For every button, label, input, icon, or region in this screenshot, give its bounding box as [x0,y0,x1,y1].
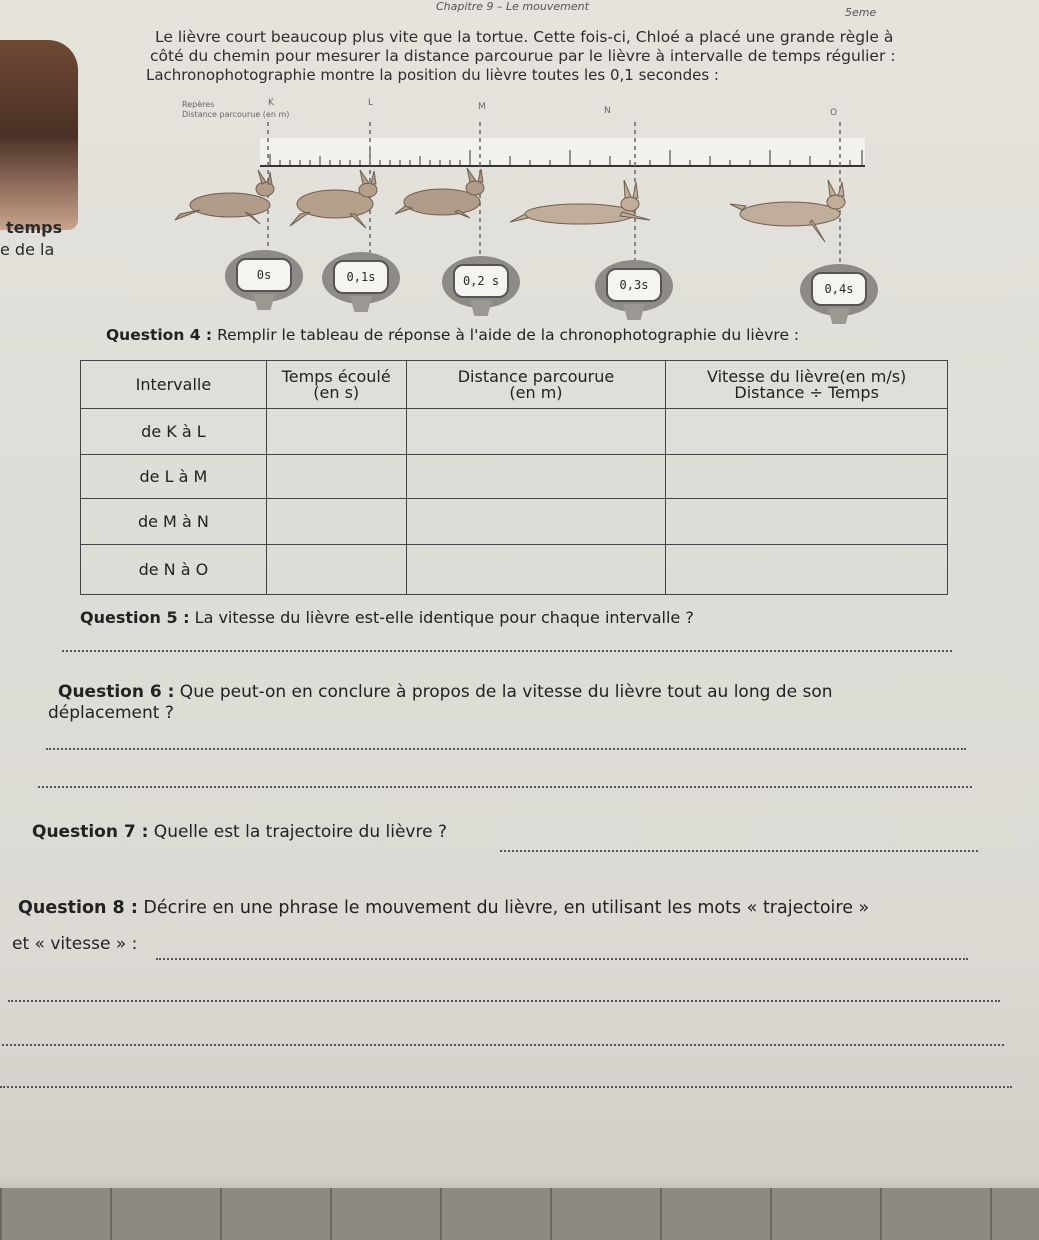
distance-cell[interactable] [406,409,666,455]
table-row [81,455,948,499]
answer-line-q8[interactable] [0,1086,1012,1088]
stopwatch-icon [442,256,520,314]
row-interval: de M à N [81,499,267,545]
ruler-title-1: Repères [182,100,215,109]
stopwatch-time: 0,3s [606,268,662,302]
stopwatch-icon [595,260,673,318]
question-5 [80,608,694,627]
mark-n: N [604,106,611,116]
row-interval: de K à L [81,409,267,455]
hare-icon [175,170,274,224]
answer-line-q7[interactable] [500,850,978,852]
time-cell[interactable] [266,499,406,545]
distance-cell[interactable] [406,499,666,545]
header-distance: Distance parcourue (en m) [406,361,666,409]
left-page-illustration [0,40,78,230]
hare-icon [290,170,377,228]
intro-line-2: côté du chemin pour mesurer la distance parcourue par le lièvre à intervalle de temps régulier : [150,47,896,65]
question-4-label: Question 4 : [106,326,213,344]
time-cell[interactable] [266,455,406,499]
mark-l: L [368,98,374,108]
chronophotography-figure [150,92,885,327]
speed-cell[interactable] [666,499,948,545]
hare-icon [730,180,845,242]
left-fragment-word: temps [6,218,63,237]
answer-line-q8[interactable] [2,1044,1004,1046]
mark-o: O [830,108,838,118]
stopwatch-time: 0,2 s [453,264,509,298]
distance-cell[interactable] [406,545,666,595]
stopwatch-time: 0,4s [811,272,867,306]
stopwatch-icon [225,250,303,308]
question-5-text: La vitesse du lièvre est-elle identique pour chaque intervalle ? [189,608,694,627]
row-interval: de N à O [81,545,267,595]
header-speed: Vitesse du lièvre(en m/s) Distance ÷ Temps [666,361,948,409]
row-interval: de L à M [81,455,267,499]
stopwatch-icon [322,252,400,310]
question-6 [58,682,833,702]
time-cell[interactable] [266,409,406,455]
left-fragment-text: e de la [0,240,55,259]
question-8-label: Question 8 : [18,898,138,918]
mark-k: K [268,98,274,108]
question-6-continuation: déplacement ? [48,703,174,723]
ruler-band [260,138,865,166]
header-interval: Intervalle [81,361,267,409]
distance-cell[interactable] [406,455,666,499]
question-8-text: Décrire en une phrase le mouvement du lièvre, en utilisant les mots « trajectoire » [137,898,870,918]
time-cell[interactable] [266,545,406,595]
header-time: Temps écoulé (en s) [266,361,406,409]
question-4 [106,326,799,344]
intro-line-3: Lachronophotographie montre la position du lièvre toutes les 0,1 secondes : [146,66,719,84]
page-bottom-edge [0,1188,1039,1240]
question-7-label: Question 7 : [32,822,149,842]
table-header-row [81,361,948,409]
question-7-text: Quelle est la trajectoire du lièvre ? [148,822,447,842]
ruler-title-2: Distance parcourue (en m) [182,110,290,119]
speed-cell[interactable] [666,409,948,455]
chapter-header: Chapitre 9 – Le mouvement [436,0,589,13]
answer-table [80,360,948,595]
stopwatch-time: 0,1s [333,260,389,294]
answer-line-q8[interactable] [156,958,968,960]
speed-cell[interactable] [666,545,948,595]
question-7 [32,822,447,842]
question-8-continuation: et « vitesse » : [12,934,138,954]
answer-line-q5[interactable] [62,650,952,652]
answer-line-q8[interactable] [8,1000,1000,1002]
stopwatch-icon [800,264,878,322]
answer-line-q6[interactable] [46,748,966,750]
table-row [81,499,948,545]
table-row [81,409,948,455]
speed-cell[interactable] [666,455,948,499]
level-label: 5eme [845,6,877,19]
question-6-label: Question 6 : [58,682,175,702]
question-5-label: Question 5 : [80,608,190,627]
answer-line-q6[interactable] [38,786,972,788]
question-8 [18,898,869,918]
mark-m: M [478,102,486,112]
intro-line-1: Le lièvre court beaucoup plus vite que la tortue. Cette fois-ci, Chloé a placé une grande règle à [155,28,894,46]
question-6-text: Que peut-on en conclure à propos de la vitesse du lièvre tout au long de son [174,682,833,702]
question-4-text: Remplir le tableau de réponse à l'aide de la chronophotographie du lièvre : [212,326,800,344]
table-row [81,545,948,595]
hare-icon [510,180,650,224]
hare-icon [395,168,484,218]
stopwatch-time: 0s [236,258,292,292]
